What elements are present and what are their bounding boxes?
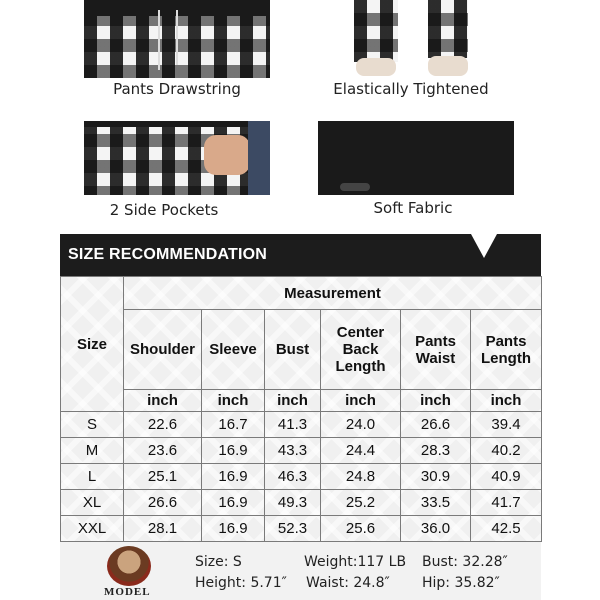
model-hip: Hip: 35.82″: [422, 575, 500, 591]
feature-photo-side-pockets: [84, 121, 270, 195]
row-size-label: M: [61, 438, 124, 464]
feature-photo-soft-fabric: [318, 121, 514, 195]
model-label: MODEL: [104, 586, 151, 598]
cell-shoulder: 28.1: [124, 516, 202, 542]
cell-sleeve: 16.9: [202, 516, 265, 542]
unit-label: inch: [265, 390, 321, 412]
column-header-shoulder: Shoulder: [124, 310, 202, 390]
cell-bust: 52.3: [265, 516, 321, 542]
model-weight: Weight:117 LB: [304, 554, 407, 570]
row-size-label: XXL: [61, 516, 124, 542]
cell-center-back-length: 25.6: [321, 516, 401, 542]
table-row: [61, 516, 542, 542]
size-column-header: Size: [61, 277, 124, 412]
cell-bust: 49.3: [265, 490, 321, 516]
cell-bust: 43.3: [265, 438, 321, 464]
column-header-sleeve: Sleeve: [202, 310, 265, 390]
model-avatar: [107, 546, 151, 586]
size-recommendation-header: [60, 234, 541, 276]
column-header-bust: Bust: [265, 310, 321, 390]
model-waist: Waist: 24.8″: [306, 575, 390, 591]
cell-center-back-length: 25.2: [321, 490, 401, 516]
cell-sleeve: 16.9: [202, 464, 265, 490]
unit-label: inch: [401, 390, 471, 412]
cell-bust: 41.3: [265, 412, 321, 438]
cell-sleeve: 16.7: [202, 412, 265, 438]
cell-shoulder: 25.1: [124, 464, 202, 490]
cell-pants-waist: 33.5: [401, 490, 471, 516]
caption-drawstring: Pants Drawstring: [113, 80, 241, 98]
cell-pants-waist: 30.9: [401, 464, 471, 490]
cell-pants-waist: 26.6: [401, 412, 471, 438]
table-row: [61, 412, 542, 438]
column-header-center-back-length: Center Back Length: [321, 310, 401, 390]
caption-elastic: Elastically Tightened: [333, 80, 489, 98]
cell-pants-length: 41.7: [471, 490, 542, 516]
model-info-panel: [60, 541, 541, 600]
column-header-pants-waist: Pants Waist: [401, 310, 471, 390]
size-recommendation-title: SIZE RECOMMENDATION: [68, 246, 268, 263]
table-row: [61, 490, 542, 516]
feature-photo-elastic-cuffs: [350, 0, 472, 78]
chevron-down-icon: [471, 234, 497, 258]
cell-sleeve: 16.9: [202, 438, 265, 464]
measurement-group-header: Measurement: [124, 277, 542, 310]
unit-label: inch: [321, 390, 401, 412]
unit-label: inch: [471, 390, 542, 412]
table-row: [61, 438, 542, 464]
feature-photo-drawstring: [84, 0, 270, 78]
cell-pants-waist: 28.3: [401, 438, 471, 464]
model-height: Height: 5.71″: [195, 575, 287, 591]
cell-pants-length: 40.9: [471, 464, 542, 490]
cell-pants-length: 40.2: [471, 438, 542, 464]
row-size-label: S: [61, 412, 124, 438]
table-row: [61, 464, 542, 490]
caption-soft-fabric: Soft Fabric: [373, 199, 453, 217]
cell-shoulder: 26.6: [124, 490, 202, 516]
cell-pants-waist: 36.0: [401, 516, 471, 542]
cell-center-back-length: 24.4: [321, 438, 401, 464]
cell-pants-length: 42.5: [471, 516, 542, 542]
column-header-pants-length: Pants Length: [471, 310, 542, 390]
model-size: Size: S: [195, 554, 242, 570]
caption-pockets: 2 Side Pockets: [109, 201, 219, 219]
cell-bust: 46.3: [265, 464, 321, 490]
size-chart-table: [60, 276, 542, 542]
cell-pants-length: 39.4: [471, 412, 542, 438]
cell-center-back-length: 24.8: [321, 464, 401, 490]
cell-shoulder: 22.6: [124, 412, 202, 438]
cell-center-back-length: 24.0: [321, 412, 401, 438]
model-bust: Bust: 32.28″: [422, 554, 508, 570]
unit-label: inch: [202, 390, 265, 412]
row-size-label: XL: [61, 490, 124, 516]
row-size-label: L: [61, 464, 124, 490]
cell-sleeve: 16.9: [202, 490, 265, 516]
unit-label: inch: [124, 390, 202, 412]
cell-shoulder: 23.6: [124, 438, 202, 464]
